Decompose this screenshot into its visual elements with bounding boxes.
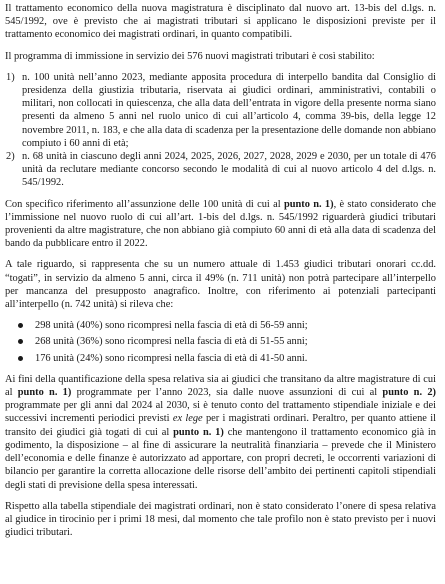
- list-item: [5, 335, 436, 348]
- text-segment: programmate per gli anni dal 2024 al 2030, si è tenuto conto del trattamento stipendiale iniziale e dei successivi incrementi periodici previsti: [5, 400, 436, 425]
- list-item: [5, 150, 436, 190]
- list-item-text: n. 100 unità nell’anno 2023, mediante apposita procedura di interpello bandita dal Consiglio di presidenza della giustizia tributaria, riservata ai giudici ordinari, amministrativi, contabili o militari, non collocati in quiescenza, che alla data dell’entrata in vigore della presente norma siano presenti da almeno 5 anni nel ruolo unico di cui all’articolo 4, comma 39-bis, della legge 12 novembre 2011, n. 183, e che alla data di scadenza per la presentazione delle domande non abbiano compiuto i 60 anni di età;: [22, 71, 436, 149]
- list-item-text: n. 68 unità in ciascuno degli anni 2024, 2025, 2026, 2027, 2028, 2029 e 2030, per un totale di 476 unità da reclutare mediante concorso secondo le modalità di cui al nuovo articolo 4 del d.lgs. n. 545/1992.: [22, 151, 436, 189]
- list-item: [5, 352, 436, 365]
- list-item: [5, 319, 436, 332]
- bullet-icon: [18, 356, 23, 361]
- text-segment: per i magistrati ordinari. Peraltro, per quanto attiene il transito dei giudici già togati di cui al: [5, 413, 436, 438]
- text-segment: Con specifico riferimento all’assunzione delle 100 unità di cui al: [5, 198, 284, 210]
- paragraph-quantificazione-spesa: [5, 373, 436, 492]
- text-segment: che mantengono il trattamento economico già in godimento, la disposizione – al fine di assicurare la neutralità finanziaria – prevede che il Ministero dell’economia e delle finanze è autorizzato ad apportare, con propri decreti, le occorrenti variazioni di bilancio per garantire la corretta allocazione delle risorse dell’ambito dei pertinenti capitoli stipendiali degli stati di previsione della spesa interessati.: [5, 426, 436, 491]
- text-segment: Ai fini della quantificazione della spesa relativa sia ai giudici che transitano da altre magistrature di cui al: [5, 373, 436, 399]
- bullet-list: [5, 319, 436, 365]
- list-item-text: 268 unità (36%) sono ricompresi nella fascia di età di 51-55 anni;: [35, 336, 308, 348]
- paragraph-giudici-togati: A tale riguardo, si rappresenta che su un numero attuale di 1.453 giudici tributari onorari cc.dd. “togati”, in servizio da almeno 5 anni, circa il 49% (n. 711 unità) non potrà partecipare all’interpello per mancanza del presupposto anagrafico. Inoltre, con riferimento ai potenziali partecipanti all’interpello (n. 742 unità) si rileva che:: [5, 259, 436, 311]
- paragraph-trattamento-economico: Il trattamento economico della nuova magistratura è disciplinato dal nuovo art. 13-bis del d.lgs. n. 545/1992, ove è previsto che ai magistrati tributari si applicano le disposizioni previste per il trattamento economico dei magistrati ordinari, in quanto compatibili.: [5, 3, 436, 41]
- bold-reference: punto n. 2): [382, 387, 436, 399]
- bullet-icon: [18, 323, 23, 328]
- text-segment: programmate per l’anno 2023, sia dalle nuove assunzioni di cui al: [71, 387, 383, 399]
- bold-reference: punto n. 1): [173, 426, 224, 438]
- bold-reference: punto n. 1): [17, 387, 72, 399]
- text-segment: , è stato considerato che l’immissione nel nuovo ruolo di cui all’art. 1-bis del d.lgs. n. 545/1992 riguarderà giudici tributari provenienti da altre magistrature, che non abbiano già compiuto 60 anni di età alla data di scadenza del bando da pubblicare entro il 2022.: [5, 198, 436, 250]
- list-item: [5, 71, 436, 150]
- paragraph-assunzione-100-unita: [5, 198, 436, 251]
- paragraph-tabella-stipendiale: Rispetto alla tabella stipendiale dei magistrati ordinari, non è stato considerato l’onere di spesa relativa al giudice in tirocinio per i primi 18 mesi, dal momento che tale profilo non è stato previsto per i nuovi giudici tributari.: [5, 500, 436, 539]
- bold-reference: punto n. 1): [283, 198, 334, 210]
- bullet-icon: [18, 339, 23, 344]
- list-item-number: 1): [6, 71, 15, 83]
- list-item-text: 298 unità (40%) sono ricompresi nella fascia di età di 56-59 anni;: [35, 320, 308, 332]
- list-item-text: 176 unità (24%) sono ricompresi nella fascia di età di 41-50 anni.: [35, 352, 308, 364]
- numbered-list: [5, 71, 436, 190]
- italic-term: ex lege: [172, 413, 203, 425]
- paragraph-programma-immissione: Il programma di immissione in servizio dei 576 nuovi magistrati tributari è così stabilito:: [5, 50, 375, 62]
- list-item-number: 2): [6, 151, 15, 163]
